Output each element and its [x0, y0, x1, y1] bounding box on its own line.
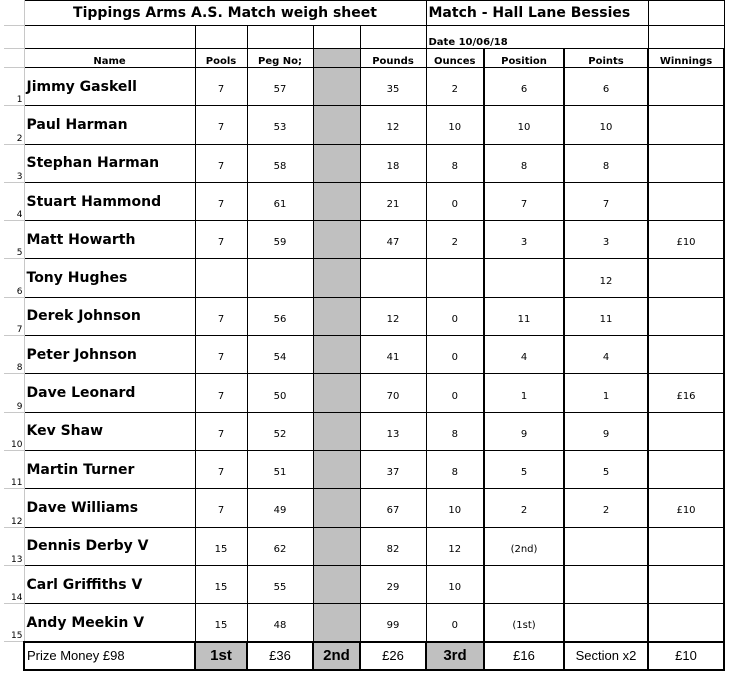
points-cell: 2 [564, 489, 648, 527]
header-row [4, 49, 724, 68]
position-cell: 2 [484, 489, 564, 527]
winnings-cell [648, 412, 724, 450]
competitor-name: Dave Williams [24, 489, 195, 527]
pounds-cell [360, 259, 426, 297]
pools-cell: 15 [195, 604, 247, 642]
points-cell: 8 [564, 144, 648, 182]
header-winnings: Winnings [648, 49, 724, 68]
grey-column-cell [313, 106, 360, 144]
pounds-cell: 12 [360, 106, 426, 144]
row-number: 12 [4, 489, 24, 527]
third-label: 3rd [426, 642, 484, 670]
grey-column-cell [313, 259, 360, 297]
grey-column-cell [313, 565, 360, 603]
pounds-cell: 37 [360, 450, 426, 488]
date-row [4, 26, 724, 49]
competitor-name: Jimmy Gaskell [24, 68, 195, 106]
table-row [4, 412, 724, 450]
ounces-cell: 10 [426, 106, 484, 144]
peg-cell: 57 [247, 68, 313, 106]
pools-cell: 7 [195, 489, 247, 527]
ounces-cell: 10 [426, 565, 484, 603]
position-cell: 6 [484, 68, 564, 106]
position-cell: 3 [484, 221, 564, 259]
sheet-title: Tippings Arms A.S. Match weigh sheet [24, 1, 426, 26]
competitor-name: Stuart Hammond [24, 182, 195, 220]
table-row [4, 527, 724, 565]
pounds-cell: 35 [360, 68, 426, 106]
pools-cell: 7 [195, 374, 247, 412]
table-row [4, 68, 724, 106]
peg-cell: 51 [247, 450, 313, 488]
winnings-cell [648, 68, 724, 106]
points-cell: 11 [564, 297, 648, 335]
row-number: 1 [4, 68, 24, 106]
pools-cell: 7 [195, 144, 247, 182]
table-row [4, 489, 724, 527]
peg-cell: 56 [247, 297, 313, 335]
grey-column [313, 49, 360, 68]
row-number: 10 [4, 412, 24, 450]
position-cell: 5 [484, 450, 564, 488]
third-amount: £16 [484, 642, 564, 670]
first-amount: £36 [247, 642, 313, 670]
pools-cell: 7 [195, 221, 247, 259]
ounces-cell: 12 [426, 527, 484, 565]
first-label: 1st [195, 642, 247, 670]
pools-cell: 7 [195, 182, 247, 220]
header-peg: Peg No; [247, 49, 313, 68]
pounds-cell: 67 [360, 489, 426, 527]
points-cell: 10 [564, 106, 648, 144]
ounces-cell: 2 [426, 68, 484, 106]
peg-cell: 54 [247, 336, 313, 374]
grey-column-cell [313, 68, 360, 106]
table-row [4, 450, 724, 488]
grey-column-cell [313, 374, 360, 412]
match-name: Match - Hall Lane Bessies [426, 1, 648, 26]
table-row [4, 604, 724, 642]
points-cell: 3 [564, 221, 648, 259]
points-cell [564, 604, 648, 642]
row-number: 7 [4, 297, 24, 335]
winnings-cell [648, 259, 724, 297]
points-cell: 12 [564, 259, 648, 297]
position-cell [484, 565, 564, 603]
pools-cell: 7 [195, 336, 247, 374]
points-cell: 1 [564, 374, 648, 412]
winnings-cell [648, 450, 724, 488]
competitor-name: Kev Shaw [24, 412, 195, 450]
peg-cell: 50 [247, 374, 313, 412]
position-cell [484, 259, 564, 297]
pools-cell: 15 [195, 565, 247, 603]
grey-column-cell [313, 450, 360, 488]
pools-cell [195, 259, 247, 297]
row-number: 2 [4, 106, 24, 144]
winnings-cell: £10 [648, 221, 724, 259]
prize-row [4, 642, 724, 670]
peg-cell: 55 [247, 565, 313, 603]
pools-cell: 7 [195, 106, 247, 144]
header-position: Position [484, 49, 564, 68]
pounds-cell: 82 [360, 527, 426, 565]
position-cell: 11 [484, 297, 564, 335]
winnings-cell [648, 565, 724, 603]
row-number: 4 [4, 182, 24, 220]
ounces-cell [426, 259, 484, 297]
row-number: 11 [4, 450, 24, 488]
ounces-cell: 8 [426, 412, 484, 450]
grey-column-cell [313, 489, 360, 527]
row-number: 9 [4, 374, 24, 412]
grey-column-cell [313, 527, 360, 565]
pools-cell: 15 [195, 527, 247, 565]
table-row [4, 259, 724, 297]
ounces-cell: 8 [426, 450, 484, 488]
row-number: 3 [4, 144, 24, 182]
pools-cell: 7 [195, 297, 247, 335]
points-cell: 9 [564, 412, 648, 450]
competitor-name: Peter Johnson [24, 336, 195, 374]
competitor-name: Martin Turner [24, 450, 195, 488]
winnings-cell [648, 604, 724, 642]
match-date: Date 10/06/18 [426, 26, 648, 49]
competitor-name: Andy Meekin V [24, 604, 195, 642]
position-cell: 10 [484, 106, 564, 144]
winnings-cell [648, 144, 724, 182]
peg-cell: 62 [247, 527, 313, 565]
peg-cell: 58 [247, 144, 313, 182]
position-cell: 1 [484, 374, 564, 412]
pounds-cell: 47 [360, 221, 426, 259]
pounds-cell: 18 [360, 144, 426, 182]
position-cell: 8 [484, 144, 564, 182]
row-number: 13 [4, 527, 24, 565]
pounds-cell: 12 [360, 297, 426, 335]
competitor-name: Matt Howarth [24, 221, 195, 259]
grey-column-cell [313, 336, 360, 374]
header-ounces: Ounces [426, 49, 484, 68]
points-cell [564, 527, 648, 565]
winnings-cell: £10 [648, 489, 724, 527]
header-pools: Pools [195, 49, 247, 68]
table-row [4, 221, 724, 259]
peg-cell: 52 [247, 412, 313, 450]
position-cell: (2nd) [484, 527, 564, 565]
winnings-cell [648, 527, 724, 565]
position-cell: (1st) [484, 604, 564, 642]
grey-column-cell [313, 221, 360, 259]
winnings-cell [648, 106, 724, 144]
ounces-cell: 0 [426, 182, 484, 220]
grey-column-cell [313, 412, 360, 450]
pounds-cell: 13 [360, 412, 426, 450]
winnings-cell [648, 182, 724, 220]
points-cell: 5 [564, 450, 648, 488]
winnings-cell [648, 336, 724, 374]
pounds-cell: 99 [360, 604, 426, 642]
position-cell: 9 [484, 412, 564, 450]
points-cell: 6 [564, 68, 648, 106]
pounds-cell: 41 [360, 336, 426, 374]
points-cell [564, 565, 648, 603]
row-number: 8 [4, 336, 24, 374]
header-points: Points [564, 49, 648, 68]
peg-cell: 61 [247, 182, 313, 220]
pounds-cell: 29 [360, 565, 426, 603]
grey-column-cell [313, 144, 360, 182]
competitor-name: Derek Johnson [24, 297, 195, 335]
row-number: 14 [4, 565, 24, 603]
header-name: Name [24, 49, 195, 68]
ounces-cell: 8 [426, 144, 484, 182]
table-row [4, 144, 724, 182]
competitor-name: Paul Harman [24, 106, 195, 144]
competitor-name: Tony Hughes [24, 259, 195, 297]
table-row [4, 336, 724, 374]
grey-column-cell [313, 182, 360, 220]
pools-cell: 7 [195, 450, 247, 488]
header-pounds: Pounds [360, 49, 426, 68]
table-row [4, 297, 724, 335]
ounces-cell: 0 [426, 374, 484, 412]
competitor-name: Carl Griffiths V [24, 565, 195, 603]
competitor-name: Dave Leonard [24, 374, 195, 412]
winnings-cell: £16 [648, 374, 724, 412]
position-cell: 4 [484, 336, 564, 374]
points-cell: 7 [564, 182, 648, 220]
table-row [4, 182, 724, 220]
ounces-cell: 0 [426, 336, 484, 374]
competitor-name: Stephan Harman [24, 144, 195, 182]
peg-cell: 53 [247, 106, 313, 144]
grey-column-cell [313, 297, 360, 335]
winnings-cell [648, 297, 724, 335]
section-label: Section x2 [564, 642, 648, 670]
pounds-cell: 70 [360, 374, 426, 412]
ounces-cell: 2 [426, 221, 484, 259]
table-row [4, 374, 724, 412]
grey-column-cell [313, 604, 360, 642]
prize-money-label: Prize Money £98 [24, 642, 195, 670]
ounces-cell: 0 [426, 604, 484, 642]
second-amount: £26 [360, 642, 426, 670]
weigh-sheet-table [4, 0, 725, 671]
peg-cell: 48 [247, 604, 313, 642]
competitor-name: Dennis Derby V [24, 527, 195, 565]
title-row [4, 1, 724, 26]
row-number: 6 [4, 259, 24, 297]
pounds-cell: 21 [360, 182, 426, 220]
points-cell: 4 [564, 336, 648, 374]
table-row [4, 106, 724, 144]
peg-cell [247, 259, 313, 297]
peg-cell: 59 [247, 221, 313, 259]
pools-cell: 7 [195, 412, 247, 450]
ounces-cell: 0 [426, 297, 484, 335]
peg-cell: 49 [247, 489, 313, 527]
row-number: 5 [4, 221, 24, 259]
pools-cell: 7 [195, 68, 247, 106]
ounces-cell: 10 [426, 489, 484, 527]
section-amount: £10 [648, 642, 724, 670]
position-cell: 7 [484, 182, 564, 220]
row-number: 15 [4, 604, 24, 642]
second-label: 2nd [313, 642, 360, 670]
table-row [4, 565, 724, 603]
